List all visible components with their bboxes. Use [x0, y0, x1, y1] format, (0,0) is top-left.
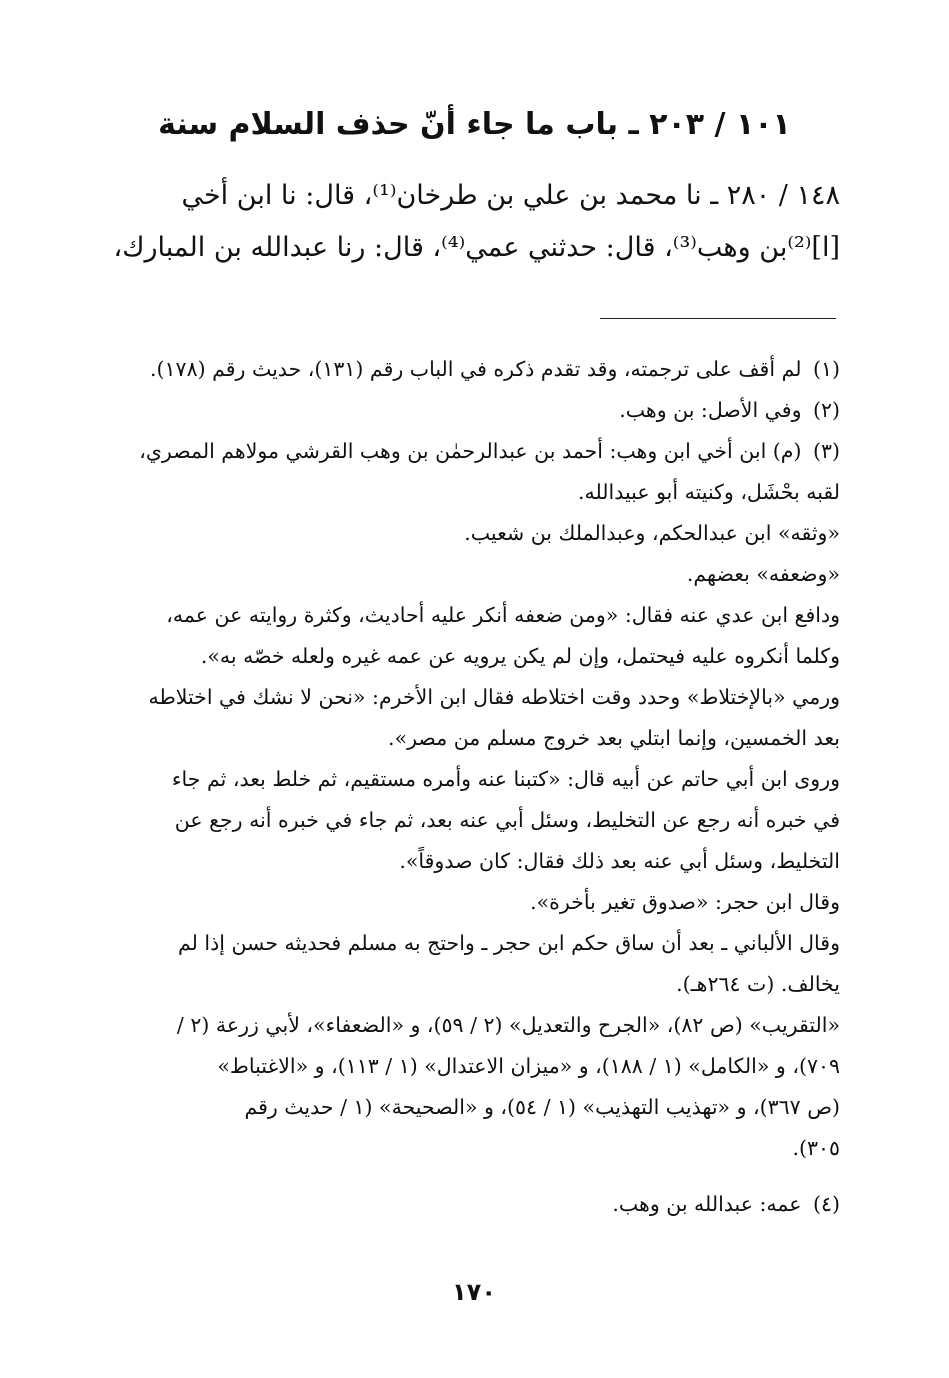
footnote-line: «وثقه» ابن عبدالحكم، وعبدالملك بن شعيب. — [464, 521, 840, 545]
footnote-text: لم أقف على ترجمته، وقد تقدم ذكره في الباب رقم (١٣١)، حديث رقم (١٧٨). — [150, 357, 802, 381]
footnote-line: وكلما أنكروه عليه فيحتمل، وإن لم يكن يرويه عن عمه غيره ولعله خصّه به». — [200, 644, 840, 668]
footnote-line: لقبه بحْشَل، وكنيته أبو عبيدالله. — [577, 480, 840, 504]
footnote-line: ودافع ابن عدي عنه فقال: «ومن ضعفه أنكر عليه أحاديث، وكثرة روايته عن عمه، — [166, 603, 840, 627]
chapter-title: ١٠١ / ٢٠٣ ـ باب ما جاء أنّ حذف السلام سنة — [158, 107, 791, 142]
footnote-text: وفي الأصل: بن وهب. — [619, 398, 802, 422]
footnote-number: (٤) — [812, 1192, 840, 1216]
footnote-line: في خبره أنه رجع عن التخليط، وسئل أبي عنه بعد، ثم جاء في خبره أنه رجع عن — [174, 808, 840, 832]
footnote-line: «التقريب» (ص ٨٢)، «الجرح والتعديل» (٢ / ٥٩)، و «الضعفاء»، لأبي زرعة (٢ / — [176, 1013, 840, 1037]
footnote-number: (١) — [812, 357, 840, 381]
footnote-line: (ص ٣٦٧)، و «تهذيب التهذيب» (١ / ٥٤)، و «الصحيحة» (١ / حديث رقم — [244, 1095, 840, 1119]
footnote-line: ورمي «بالإختلاط» وحدد وقت اختلاطه فقال ابن الأخرم: «نحن لا نشك في اختلاطه — [148, 685, 840, 709]
footnote-line: التخليط، وسئل أبي عنه بعد ذلك فقال: كان صدوقاً». — [399, 849, 840, 873]
footnote-text: عمه: عبدالله بن وهب. — [612, 1192, 802, 1216]
footnote-line: «وضعفه» بعضهم. — [686, 562, 840, 586]
footnote-2 — [100, 390, 840, 431]
footnote-4 — [100, 1184, 840, 1225]
footnote-3 — [100, 431, 840, 472]
footnote-line: وقال ابن حجر: «صدوق تغير بأخرة». — [530, 890, 840, 914]
footnote-line: وقال الألباني ـ بعد أن ساق حكم ابن حجر ـ واحتج به مسلم فحديثه حسن إذا لم — [178, 931, 840, 955]
footnote-line: ٧٠٩)، و «الكامل» (١ / ١٨٨)، و «ميزان الاعتدال» (١ / ١١٣)، و «الاغتباط» — [217, 1054, 840, 1078]
footnote-3-body — [100, 472, 840, 1169]
footnote-line: يخالف. (ت ٢٦٤هـ). — [676, 972, 840, 996]
footnote-line: وروى ابن أبي حاتم عن أبيه قال: «كتبنا عنه وأمره مستقيم، ثم خلط بعد، ثم جاء — [171, 767, 840, 791]
footnote-1 — [100, 349, 840, 390]
footnote-number: (٢) — [812, 398, 840, 422]
footnote-number: (٣) — [812, 439, 840, 463]
footnote-divider — [600, 318, 836, 319]
hadith-line: ١٤٨ / ٢٨٠ ـ نا محمد بن علي بن طرخان⁽¹⁾، قال: نا ابن أخي — [181, 180, 840, 211]
page-number: ١٧٠ — [452, 1278, 496, 1306]
hadith-line: [ا]⁽²⁾بن وهب⁽³⁾، قال: حدثني عمي⁽⁴⁾، قال: رنا عبدالله بن المبارك، — [113, 232, 840, 263]
footnote-text: (م) ابن أخي ابن وهب: أحمد بن عبدالرحمٰن بن وهب القرشي مولاهم المصري، — [139, 439, 802, 463]
footnote-line: ٣٠٥). — [792, 1136, 840, 1160]
footnote-line: بعد الخمسين، وإنما ابتلي بعد خروج مسلم من مصر». — [388, 726, 840, 750]
hadith-text — [108, 170, 840, 274]
